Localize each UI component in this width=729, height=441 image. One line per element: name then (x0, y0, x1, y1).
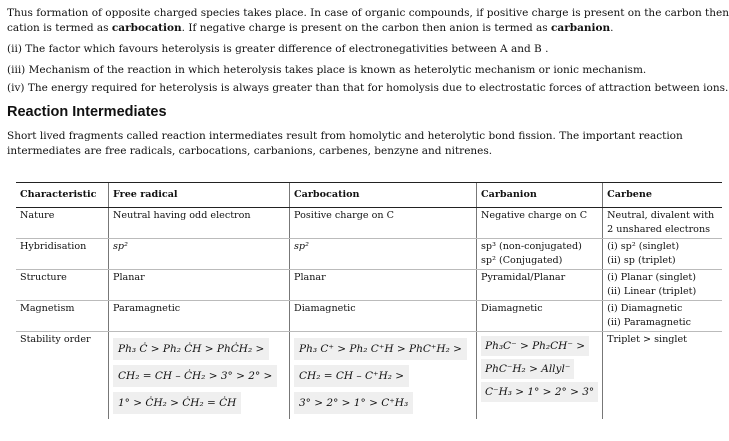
table-cell: Neutral having odd electron (109, 208, 290, 239)
formula: Ph₃C⁻ > Ph₂CH⁻ > (481, 336, 589, 356)
row-label: Structure (16, 270, 109, 301)
table-row (16, 270, 722, 301)
cell-line: (ii) Paramagnetic (607, 317, 691, 328)
table-cell: Triplet > singlet (603, 332, 722, 420)
section-heading: Reaction Intermediates (7, 104, 167, 120)
table-row (16, 301, 722, 332)
list-item: (iv) The energy required for heterolysis is always greater than that for homolysis due to electrostatic forces of attraction between ions. (7, 82, 729, 94)
table-cell: Pyramidal/Planar (477, 270, 603, 301)
formula: 1° > ĊH₂ > ĊH₂ = ĊH (113, 392, 241, 414)
list-item: (ii) The factor which favours heterolysis is greater difference of electronegativities between A and B . (7, 43, 549, 55)
table-header: Carbanion (477, 183, 603, 208)
row-label: Nature (16, 208, 109, 239)
table-header: Characteristic (16, 183, 109, 208)
cell-line: (i) sp² (singlet) (607, 241, 680, 252)
cell-line: (ii) sp (triplet) (607, 255, 676, 266)
table-cell: Positive charge on C (290, 208, 477, 239)
table-header: Carbocation (290, 183, 477, 208)
cell-line: (i) Diamagnetic (607, 303, 683, 314)
intro-line: Short lived fragments called reaction intermediates result from homolytic and heterolytic bond fission. The important reaction (7, 130, 683, 142)
formula: Ph₃ Ċ > Ph₂ ĊH > PhĊH₂ > (113, 338, 269, 360)
cell-line: (ii) Linear (triplet) (607, 286, 697, 297)
table-cell: Paramagnetic (109, 301, 290, 332)
cell-line: (i) Planar (singlet) (607, 272, 696, 283)
table-cell (290, 332, 477, 420)
table-header-row (16, 183, 722, 208)
table-cell: Planar (290, 270, 477, 301)
table-row (16, 239, 722, 270)
table-cell (477, 332, 603, 420)
text: cation is termed as (7, 22, 112, 34)
table-cell: Negative charge on C (477, 208, 603, 239)
intro-line: intermediates are free radicals, carbocations, carbanions, carbenes, benzyne and nitrenes. (7, 145, 493, 157)
formula: CH₂ = CH – ĊH₂ > 3° > 2° > (113, 365, 277, 387)
term-carbanion: carbanion (551, 22, 611, 34)
table-cell: Planar (109, 270, 290, 301)
table-cell: Diamagnetic (477, 301, 603, 332)
row-label: Magnetism (16, 301, 109, 332)
row-label: Stability order (20, 334, 91, 345)
table-cell (603, 239, 722, 270)
paragraph-line (7, 21, 613, 36)
table-row (16, 332, 722, 420)
formula: PhC⁻H₂ > Allyl⁻ (481, 359, 574, 379)
text: . If negative charge is present on the carbon then anion is termed as (181, 22, 551, 34)
cell-line: sp² (Conjugated) (481, 255, 563, 266)
table-cell (477, 239, 603, 270)
list-item: (iii) Mechanism of the reaction in which heterolysis takes place is known as heterolytic mechanism or ionic mechanism. (7, 64, 647, 76)
formula: 3° > 2° > 1° > C⁺H₃ (294, 392, 413, 414)
table-row (16, 208, 722, 239)
cell-line: sp³ (non-conjugated) (481, 241, 582, 252)
formula: Ph₃ C⁺ > Ph₂ C⁺H > PhC⁺H₂ > (294, 338, 467, 360)
table-cell (603, 301, 722, 332)
table-cell: sp² (109, 239, 290, 270)
reaction-intermediates-table (16, 182, 722, 419)
text: . (610, 22, 614, 34)
paragraph-line: Thus formation of opposite charged species takes place. In case of organic compounds, if positive charge is present on the carbon then (7, 7, 729, 19)
table-cell (603, 270, 722, 301)
row-label: Hybridisation (16, 239, 109, 270)
table-cell (109, 332, 290, 420)
table-cell: sp² (290, 239, 477, 270)
table-header: Carbene (603, 183, 722, 208)
formula: CH₂ = CH – C⁺H₂ > (294, 365, 409, 387)
formula: C⁻H₃ > 1° > 2° > 3° (481, 382, 598, 402)
table-header: Free radical (109, 183, 290, 208)
term-carbocation: carbocation (111, 22, 182, 34)
table-cell: Neutral, divalent with 2 unshared electrons (603, 208, 722, 239)
table-cell: Diamagnetic (290, 301, 477, 332)
